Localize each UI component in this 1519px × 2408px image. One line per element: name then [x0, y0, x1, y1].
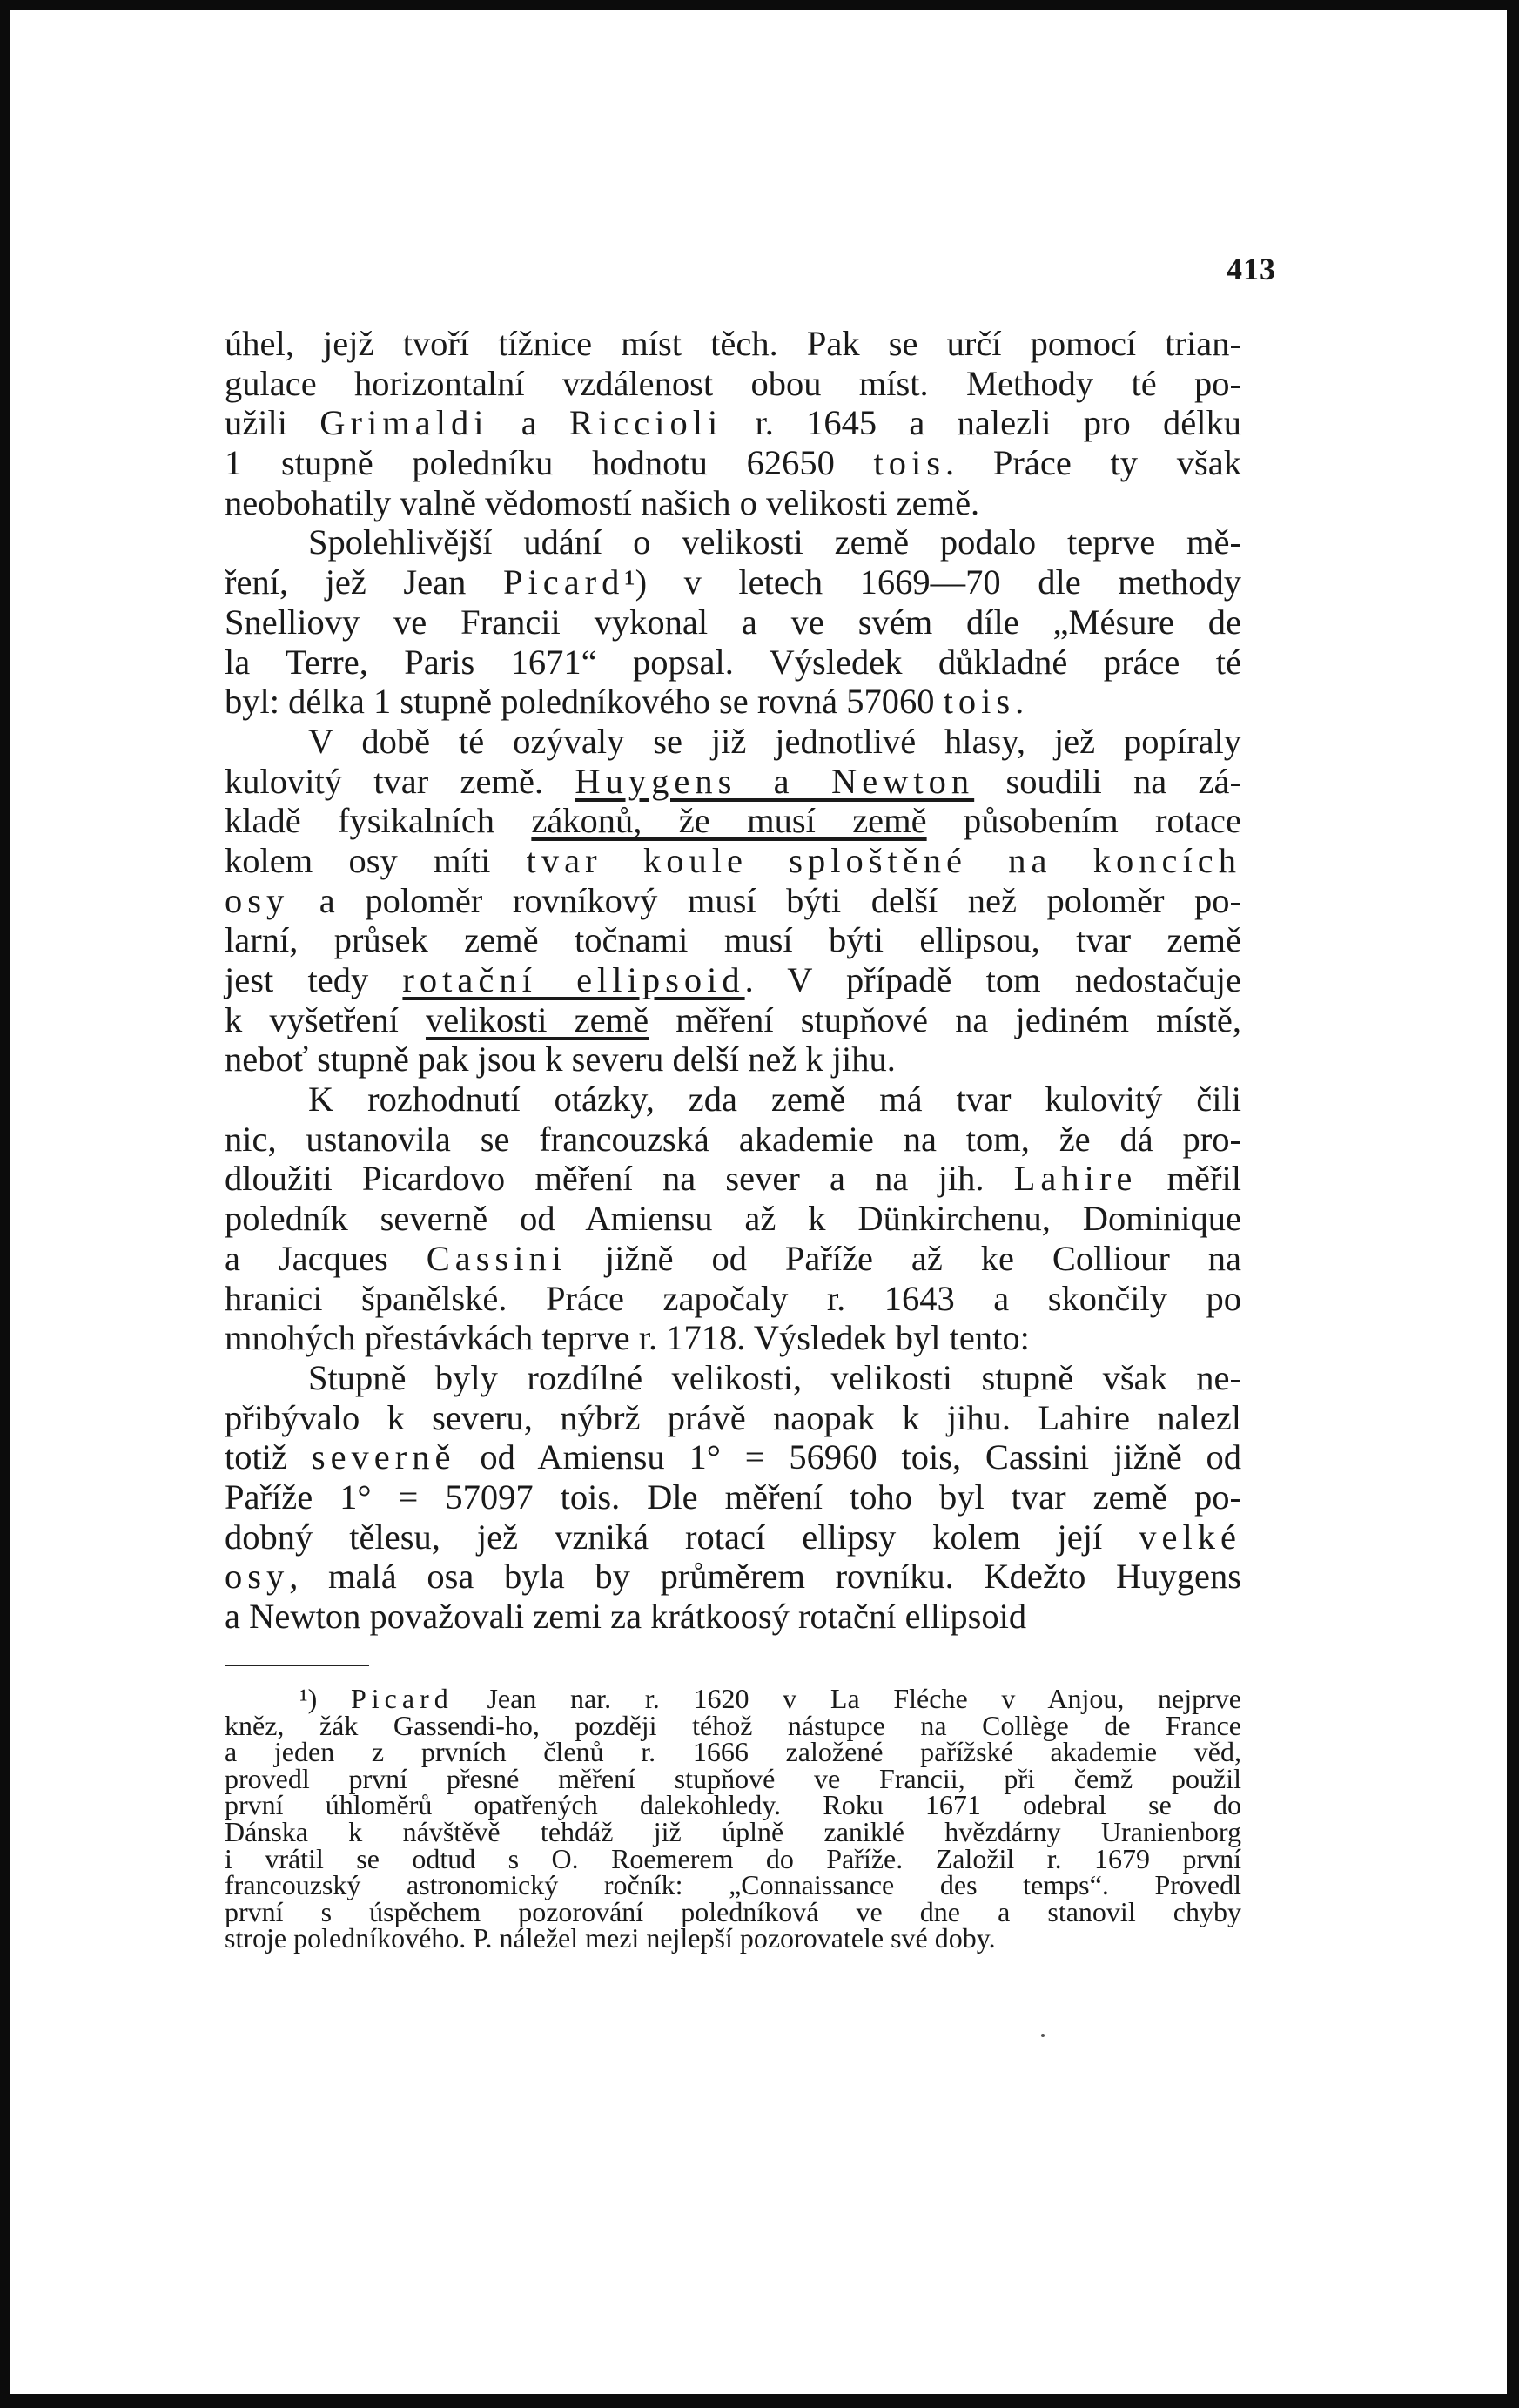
paragraph-line: [225, 1318, 1241, 1358]
text-run: a Newton považovali zemi za krátkoosý rotační ellipsoid: [225, 1597, 1027, 1636]
text-run: k vyšetření: [225, 999, 426, 1039]
footnote-line: [225, 1736, 1241, 1768]
footnote-line: [225, 1869, 1241, 1901]
text-run: larní, průsek země točnami musí býti ellipsou, tvar země: [225, 920, 1241, 960]
scan-border-right: [1507, 0, 1519, 2408]
text-run: poledník severně od Amiensu až k Dünkirchenu, Dominique: [225, 1199, 1241, 1239]
text-run: Spolehlivější udání o velikosti země podalo teprve mě-: [308, 522, 1241, 562]
paragraph: [225, 1358, 1241, 1637]
paragraph-line: [225, 1199, 1241, 1239]
spaced-emphasis: severně: [311, 1437, 456, 1477]
paragraph-line: [225, 1239, 1241, 1279]
paragraph-line: [225, 682, 1241, 722]
spaced-emphasis: osy: [225, 1557, 290, 1597]
text-run: provedl první přesné měření stupňové ve Francii, při čemž použil: [225, 1762, 1241, 1794]
footnote-rule: [225, 1665, 369, 1666]
text-run: r. 1645 a nalezli pro délku: [723, 403, 1242, 443]
spaced-emphasis: Cassini: [426, 1238, 567, 1278]
text-run: byl: délka 1 stupně poledníkového se rovná 57060: [225, 682, 944, 722]
paragraph-line: [225, 324, 1241, 364]
paragraph: [225, 1080, 1241, 1358]
paragraph-line: [225, 1398, 1241, 1438]
paragraph-line: [225, 1477, 1241, 1517]
text-run: kněz, žák Gassendi-ho, později téhož nástupce na Collège de France: [225, 1709, 1241, 1741]
footnote-line: [225, 1685, 1241, 1712]
text-run: první úhloměrů opatřených dalekohledy. Roku 1671 odebral se do: [225, 1789, 1241, 1821]
text-run: kolem osy míti: [225, 840, 527, 880]
footnote-line: [225, 1842, 1241, 1874]
text-run: , malá osa byla by průměrem rovníku. Kdežto Huygens: [289, 1557, 1241, 1597]
paragraph-line: [225, 722, 1241, 762]
spaced-emphasis: tvar koule sploštěné na koncích: [526, 840, 1241, 880]
text-run: ¹): [299, 1683, 351, 1714]
text-run: působením rotace: [926, 801, 1241, 841]
footnote-line: [225, 1815, 1241, 1847]
text-run: zákonů, že musí země: [531, 801, 927, 841]
paragraph-line: [225, 1279, 1241, 1319]
text-run: mnohých přestávkách teprve r. 1718. Výsledek byl tento:: [225, 1318, 1030, 1358]
paragraph-line: [225, 364, 1241, 404]
paragraph-line: [225, 960, 1241, 1000]
text-run: měření stupňové na jediném místě,: [649, 999, 1241, 1039]
text-run: Dánska k návštěvě tehdáž již úplně zaniklé hvězdárny Uranienborg: [225, 1815, 1241, 1847]
text-run: K rozhodnutí otázky, zda země má tvar kulovitý čili: [308, 1080, 1241, 1120]
text-run: .: [1015, 682, 1025, 722]
spaced-emphasis: Lahire: [1013, 1159, 1138, 1199]
text-run: a Jacques: [225, 1238, 427, 1278]
text-run: měřil: [1137, 1159, 1241, 1199]
paragraph-line: [225, 841, 1241, 881]
spaced-emphasis: rotační ellipsoid: [402, 960, 745, 999]
spaced-emphasis: osy: [225, 880, 290, 920]
paragraph-line: [225, 522, 1241, 562]
paragraph: [225, 324, 1241, 522]
main-text: [225, 324, 1241, 1637]
spaced-emphasis: Riccioli: [568, 403, 723, 443]
footnote-line: [225, 1895, 1241, 1927]
paragraph-line: [225, 1437, 1241, 1477]
text-run: od Amiensu 1° = 56960 tois, Cassini jižně od: [455, 1437, 1242, 1477]
spaced-emphasis: Grimaldi: [319, 403, 489, 443]
paragraph-line: [225, 403, 1241, 443]
text-run: a: [488, 403, 569, 443]
spaced-emphasis: tois: [943, 682, 1016, 722]
paragraph-line: [225, 1000, 1241, 1040]
text-run: Jean nar. r. 1620 v La Fléche v Anjou, nejprve: [453, 1683, 1242, 1714]
text-run: 1 stupně poledníku hodnotu 62650: [225, 443, 874, 483]
text-run: přibývalo k severu, nýbrž právě naopak k jihu. Lahire nalezl: [225, 1397, 1241, 1437]
text-run: velikosti země: [425, 999, 649, 1039]
scan-border-top: [0, 0, 1519, 10]
text-run: Paříže 1° = 57097 tois. Dle měření toho byl tvar země po-: [225, 1476, 1241, 1517]
text-run: užili: [225, 403, 320, 443]
paragraph-line: [225, 920, 1241, 960]
text-run: . Práce ty však: [945, 443, 1241, 483]
text-run: dloužiti Picardovo měření na sever a na jih.: [225, 1159, 1014, 1199]
paragraph-line: [225, 1597, 1241, 1637]
text-run: jižně od Paříže až ke Colliour na: [566, 1238, 1241, 1278]
text-run: neboť stupně pak jsou k severu delší než k jihu.: [225, 1039, 896, 1080]
text-run: totiž: [225, 1437, 312, 1477]
footnote-line: [225, 1709, 1241, 1741]
paragraph-line: [225, 483, 1241, 523]
text-run: hranici španělské. Práce započaly r. 1643 a skončily po: [225, 1278, 1241, 1318]
text-run: Snelliovy ve Francii vykonal a ve svém díle „Mésure de: [225, 602, 1241, 642]
text-run: soudili na zá-: [974, 761, 1241, 801]
text-run: neobohatily valně vědomostí našich o velikosti země.: [225, 482, 980, 522]
text-run: kladě fysikalních: [225, 801, 532, 841]
text-run: úhel, jejž tvoří tížnice míst těch. Pak se určí pomocí trian-: [225, 324, 1241, 363]
footnote-line: [225, 1922, 1241, 1954]
paragraph-line: [225, 881, 1241, 921]
scan-border-bottom: [0, 2394, 1519, 2408]
text-run: jest tedy: [225, 960, 403, 999]
paragraph-line: [225, 443, 1241, 483]
spaced-emphasis: tois: [873, 443, 946, 483]
paragraph-line: [225, 1039, 1241, 1080]
paragraph: [225, 522, 1241, 721]
text-run: kulovitý tvar země.: [225, 761, 575, 801]
text-run: . V případě tom nedostačuje: [744, 960, 1241, 999]
paragraph-line: [225, 642, 1241, 683]
paragraph-line: [225, 602, 1241, 642]
print-speck: [1041, 2034, 1045, 2037]
footnote-line: [225, 1762, 1241, 1794]
text-run: ření, jež Jean: [225, 562, 503, 602]
paragraph-line: [225, 1517, 1241, 1557]
text-run: nic, ustanovila se francouzská akademie na tom, že dá pro-: [225, 1119, 1241, 1159]
paragraph-line: [225, 801, 1241, 841]
spaced-emphasis: velké: [1139, 1517, 1241, 1557]
page-number: 413: [1227, 252, 1276, 286]
spaced-emphasis: Picard: [350, 1683, 454, 1714]
scan-border-left: [0, 0, 10, 2408]
footnote-line: [225, 1789, 1241, 1821]
text-run: a jeden z prvních členů r. 1666 založené pařížské akademie věd,: [225, 1736, 1241, 1768]
text-run: první s úspěchem pozorování poledníková ve dne a stanovil chyby: [225, 1895, 1241, 1927]
text-run: V době té ozývaly se již jednotlivé hlasy, jež popíraly: [308, 721, 1241, 761]
spaced-emphasis: Huygens a Newton: [575, 761, 975, 801]
paragraph-line: [225, 1557, 1241, 1597]
paragraph-line: [225, 562, 1241, 602]
text-run: Stupně byly rozdílné velikosti, velikosti stupně však ne-: [308, 1357, 1241, 1397]
text-run: stroje poledníkového. P. náležel mezi nejlepší pozorovatele své doby.: [225, 1922, 996, 1954]
text-run: a poloměr rovníkový musí býti delší než poloměr po-: [289, 880, 1241, 920]
text-run: ¹) v letech 1669—70 dle methody: [624, 562, 1241, 602]
text-run: la Terre, Paris 1671“ popsal. Výsledek důkladné práce té: [225, 642, 1241, 682]
paragraph-line: [225, 1358, 1241, 1398]
footnote: [225, 1685, 1241, 1952]
spaced-emphasis: Picard: [502, 562, 625, 602]
text-run: i vrátil se odtud s O. Roemerem do Paříže. Založil r. 1679 první: [225, 1842, 1241, 1874]
text-run: francouzský astronomický ročník: „Connaissance des temps“. Provedl: [225, 1869, 1241, 1901]
paragraph-line: [225, 762, 1241, 802]
text-run: gulace horizontalní vzdálenost obou míst. Methody té po-: [225, 363, 1241, 403]
paragraph: [225, 722, 1241, 1080]
paragraph-line: [225, 1159, 1241, 1199]
text-run: dobný tělesu, jež vzniká rotací ellipsy kolem její: [225, 1517, 1139, 1557]
paragraph-line: [225, 1080, 1241, 1120]
paragraph-line: [225, 1120, 1241, 1160]
